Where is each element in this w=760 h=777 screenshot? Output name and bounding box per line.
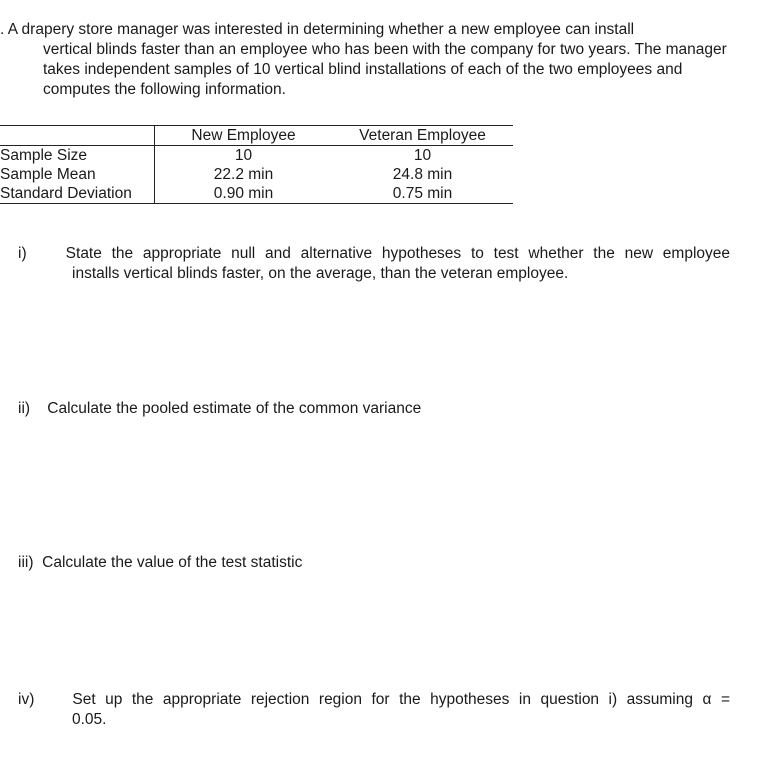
table-header-new-employee: New Employee [155, 126, 333, 146]
question-number: ii) [18, 400, 31, 417]
question-iv-line-2: 0.05. [72, 711, 107, 728]
question-ii [18, 399, 730, 419]
table-header-row [0, 126, 513, 146]
question-text: State the appropriate null and alternative hypotheses to test whether the new employee [65, 245, 730, 262]
new-employee-value: 22.2 min [155, 165, 333, 184]
table-header-blank [0, 126, 155, 146]
question-text: Calculate the value of the test statistic [42, 554, 303, 571]
row-label: Standard Deviation [0, 184, 155, 204]
table-header-veteran-employee: Veteran Employee [332, 126, 513, 146]
question-number: iv) [18, 691, 35, 708]
statistics-table [0, 125, 513, 204]
table-row [0, 184, 513, 204]
question-iii [18, 553, 730, 573]
new-employee-value: 0.90 min [155, 184, 333, 204]
new-employee-value: 10 [155, 146, 333, 166]
question-text: Calculate the pooled estimate of the common variance [47, 400, 422, 417]
problem-continuation: vertical blinds faster than an employee who has been with the company for two years. The manager takes independent samples of 10 vertical blind installations of each of the two employees and computes the following information. [43, 41, 727, 98]
question-i [18, 244, 730, 284]
question-text: Set up the appropriate rejection region for the hypotheses in question i) assuming α = [72, 691, 730, 708]
table-row [0, 146, 513, 166]
row-label: Sample Mean [0, 166, 96, 183]
problem-line-1: . A drapery store manager was interested in determining whether a new employee can install [0, 21, 635, 38]
veteran-employee-value: 24.8 min [392, 166, 453, 183]
table-row [0, 165, 513, 184]
question-number: iii) [18, 554, 34, 571]
question-number: i) [18, 245, 27, 262]
question-i-line-1 [18, 244, 730, 264]
question-iv [18, 690, 730, 730]
problem-statement [0, 20, 730, 100]
veteran-employee-value: 10 [413, 147, 432, 164]
veteran-employee-value: 0.75 min [332, 184, 513, 204]
row-label: Sample Size [0, 147, 88, 164]
question-i-line-2: installs vertical blinds faster, on the average, than the veteran employee. [72, 265, 569, 282]
question-iv-line-1 [18, 690, 730, 710]
